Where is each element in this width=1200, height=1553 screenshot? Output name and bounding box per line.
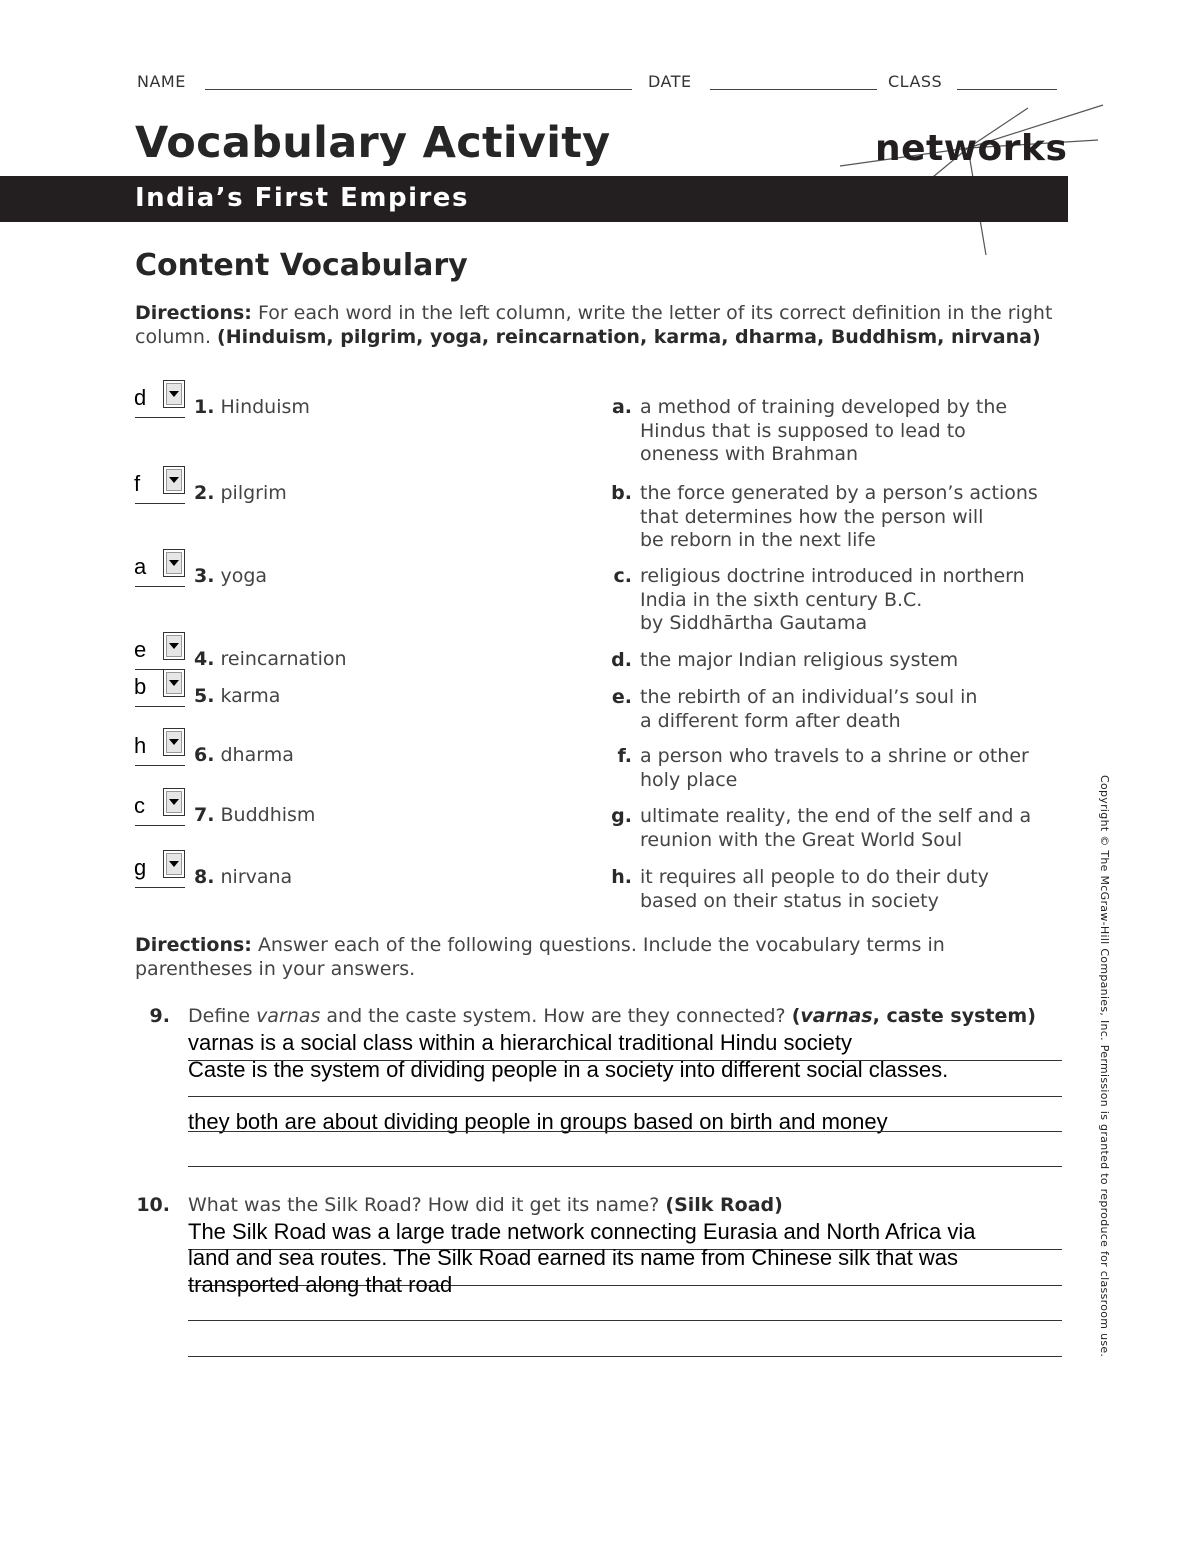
answer-dropdown-button[interactable]: [163, 850, 185, 878]
answer-letter: g: [134, 855, 147, 880]
definition-line: holy place: [640, 768, 738, 791]
definition-letter: a.: [611, 396, 632, 418]
q9-write-line-2: [188, 1096, 1062, 1097]
answer-dropdown-button[interactable]: [163, 632, 185, 660]
page-title: Vocabulary Activity: [135, 118, 611, 168]
chevron-down-icon: [169, 799, 179, 805]
directions-2-label: Directions:: [135, 934, 252, 956]
definition-line: oneness with Brahman: [640, 443, 858, 465]
definition-letter: h.: [611, 866, 632, 888]
vocabulary-term: [194, 804, 315, 826]
term-number: 2.: [194, 482, 215, 504]
name-label: NAME: [137, 72, 186, 91]
page-subtitle: India’s First Empires: [135, 183, 469, 213]
definition-letter: b.: [611, 482, 632, 504]
term-number: 5.: [194, 685, 215, 707]
question-9-number: 9.: [149, 1005, 170, 1027]
answer-blank-line: [135, 586, 185, 587]
dropdown-button-face: [166, 552, 182, 574]
term-text: Hinduism: [220, 396, 310, 418]
date-label: DATE: [648, 72, 692, 91]
directions-2: [135, 934, 1055, 981]
chevron-down-icon: [169, 560, 179, 566]
term-number: 6.: [194, 744, 215, 766]
dropdown-button-face: [166, 731, 182, 753]
q10-terms: (Silk Road): [665, 1194, 783, 1216]
chevron-down-icon: [169, 477, 179, 483]
directions-1-text: For each word in the left column, write the letter of its correct definition in the right column.: [135, 302, 1053, 348]
term-text: karma: [220, 685, 281, 707]
directions-1-label: Directions:: [135, 302, 252, 324]
q9-text-pre: Define: [188, 1005, 257, 1027]
q9-answer-line-1[interactable]: varnas is a social class within a hierarchical traditional Hindu society: [188, 1030, 852, 1055]
answer-letter: h: [134, 733, 147, 758]
term-text: nirvana: [220, 866, 293, 888]
answer-blank-line: [135, 887, 185, 888]
definition-line: ultimate reality, the end of the self and a: [640, 805, 1032, 827]
question-10-text: [188, 1194, 783, 1216]
answer-dropdown-button[interactable]: [163, 466, 185, 494]
dropdown-button-face: [166, 791, 182, 813]
q10-answer-line-3[interactable]: transported along that road: [188, 1272, 453, 1297]
term-number: 1.: [194, 396, 215, 418]
term-text: yoga: [220, 565, 268, 587]
q9-answer-line-3[interactable]: they both are about dividing people in groups based on birth and money: [188, 1109, 888, 1134]
term-text: pilgrim: [220, 482, 287, 504]
logo-suffix: rks: [1002, 128, 1068, 169]
answer-dropdown-button[interactable]: [163, 669, 185, 697]
q9-text-italic: varnas: [256, 1005, 321, 1027]
class-label: CLASS: [888, 72, 943, 91]
answer-letter: d: [134, 385, 147, 410]
definition-text: [640, 482, 1070, 553]
date-field[interactable]: [710, 89, 877, 90]
q9-write-line-4: [188, 1166, 1062, 1167]
definition-line: the rebirth of an individual’s soul in: [640, 686, 978, 708]
term-number: 3.: [194, 565, 215, 587]
q9-write-line-3: [188, 1131, 1062, 1132]
definition-letter: g.: [611, 805, 632, 827]
q10-write-line-4: [188, 1356, 1062, 1357]
networks-logo: [875, 128, 1067, 169]
answer-letter: a: [134, 554, 147, 579]
vocabulary-term: [194, 685, 280, 707]
vocabulary-term: [194, 396, 310, 418]
definition-line: a person who travels to a shrine or other: [640, 745, 1029, 767]
answer-blank-line: [135, 503, 185, 504]
definition-line: a method of training developed by the: [640, 396, 1008, 418]
dropdown-button-face: [166, 672, 182, 694]
vocabulary-term: [194, 648, 347, 670]
definition-line: religious doctrine introduced in northern: [640, 565, 1025, 587]
q10-answer-line-1[interactable]: The Silk Road was a large trade network connecting Eurasia and North Africa via: [188, 1219, 976, 1244]
dropdown-button-face: [166, 469, 182, 491]
definition-letter: f.: [617, 745, 632, 767]
term-text: Buddhism: [220, 804, 316, 826]
definition-text: [640, 649, 1070, 673]
answer-dropdown-button[interactable]: [163, 549, 185, 577]
answer-letter: e: [134, 637, 147, 662]
directions-1: [135, 302, 1055, 349]
chevron-down-icon: [169, 861, 179, 867]
definition-text: [640, 805, 1070, 852]
definition-line: reunion with the Great World Soul: [640, 828, 963, 851]
dropdown-button-face: [166, 383, 182, 405]
definition-line: by Siddhārtha Gautama: [640, 612, 868, 634]
chevron-down-icon: [169, 739, 179, 745]
directions-1-terms: (Hinduism, pilgrim, yoga, reincarnation, karma, dharma, Buddhism, nirvana): [217, 325, 1041, 348]
answer-dropdown-button[interactable]: [163, 728, 185, 756]
definition-line: a different form after death: [640, 709, 901, 732]
chevron-down-icon: [169, 391, 179, 397]
answer-letter: c: [134, 793, 145, 818]
definition-line: the force generated by a person’s actions: [640, 482, 1038, 504]
logo-o-letter: o: [977, 128, 1003, 169]
term-text: reincarnation: [220, 648, 347, 670]
definition-line: it requires all people to do their duty: [640, 866, 989, 888]
definition-line: Hindus that is supposed to lead to: [640, 419, 966, 442]
definition-line: the major Indian religious system: [640, 649, 959, 671]
q9-answer-line-2[interactable]: Caste is the system of dividing people in a society into different social classes.: [188, 1057, 949, 1082]
q9-text-post: and the caste system. How are they connected?: [320, 1005, 786, 1027]
term-number: 8.: [194, 866, 215, 888]
q9-terms-italic: varnas: [800, 1005, 873, 1027]
definition-text: [640, 686, 1070, 733]
vocabulary-term: [194, 744, 294, 766]
q10-write-line-3: [188, 1320, 1062, 1321]
section-title: Content Vocabulary: [135, 248, 468, 283]
answer-blank-line: [135, 825, 185, 826]
question-10-number: 10.: [136, 1194, 170, 1216]
q9-terms-open: (: [791, 1005, 801, 1027]
chevron-down-icon: [169, 643, 179, 649]
class-field[interactable]: [957, 89, 1057, 90]
vocabulary-term: [194, 866, 292, 888]
q10-text: What was the Silk Road? How did it get its name?: [188, 1194, 660, 1216]
answer-letter: b: [134, 674, 147, 699]
vocabulary-term: [194, 565, 267, 587]
definition-letter: e.: [611, 686, 632, 708]
definition-line: that determines how the person will: [640, 505, 984, 528]
answer-letter: f: [134, 471, 141, 496]
copyright-notice: Copyright © The McGraw-Hill Companies, Inc. Permission is granted to reproduce for classroom use.: [1098, 775, 1111, 1358]
q9-terms: [792, 1005, 1036, 1027]
definition-line: based on their status in society: [640, 889, 939, 912]
definition-letter: c.: [613, 565, 632, 587]
term-number: 7.: [194, 804, 215, 826]
directions-2-text: Answer each of the following questions. Include the vocabulary terms in parentheses in your answers.: [135, 934, 945, 980]
definition-line: be reborn in the next life: [640, 529, 876, 551]
chevron-down-icon: [169, 680, 179, 686]
definition-text: [640, 866, 1070, 913]
answer-blank-line: [135, 706, 185, 707]
q10-answer-line-2[interactable]: land and sea routes. The Silk Road earned its name from Chinese silk that was: [188, 1245, 958, 1270]
definition-text: [640, 745, 1070, 792]
dropdown-button-face: [166, 853, 182, 875]
answer-dropdown-button[interactable]: [163, 380, 185, 408]
name-field[interactable]: [205, 89, 632, 90]
answer-blank-line: [135, 417, 185, 418]
definition-letter: d.: [611, 649, 632, 671]
definition-text: [640, 396, 1070, 467]
answer-blank-line: [135, 765, 185, 766]
q9-terms-rest: , caste system): [872, 1005, 1036, 1027]
definition-line: India in the sixth century B.C.: [640, 588, 923, 611]
definition-text: [640, 565, 1070, 636]
term-number: 4.: [194, 648, 215, 670]
logo-o: [978, 128, 1003, 169]
dropdown-button-face: [166, 635, 182, 657]
term-text: dharma: [220, 744, 294, 766]
question-9-text: [188, 1005, 1036, 1027]
vocabulary-term: [194, 482, 287, 504]
answer-dropdown-button[interactable]: [163, 788, 185, 816]
logo-prefix: netw: [875, 128, 978, 169]
